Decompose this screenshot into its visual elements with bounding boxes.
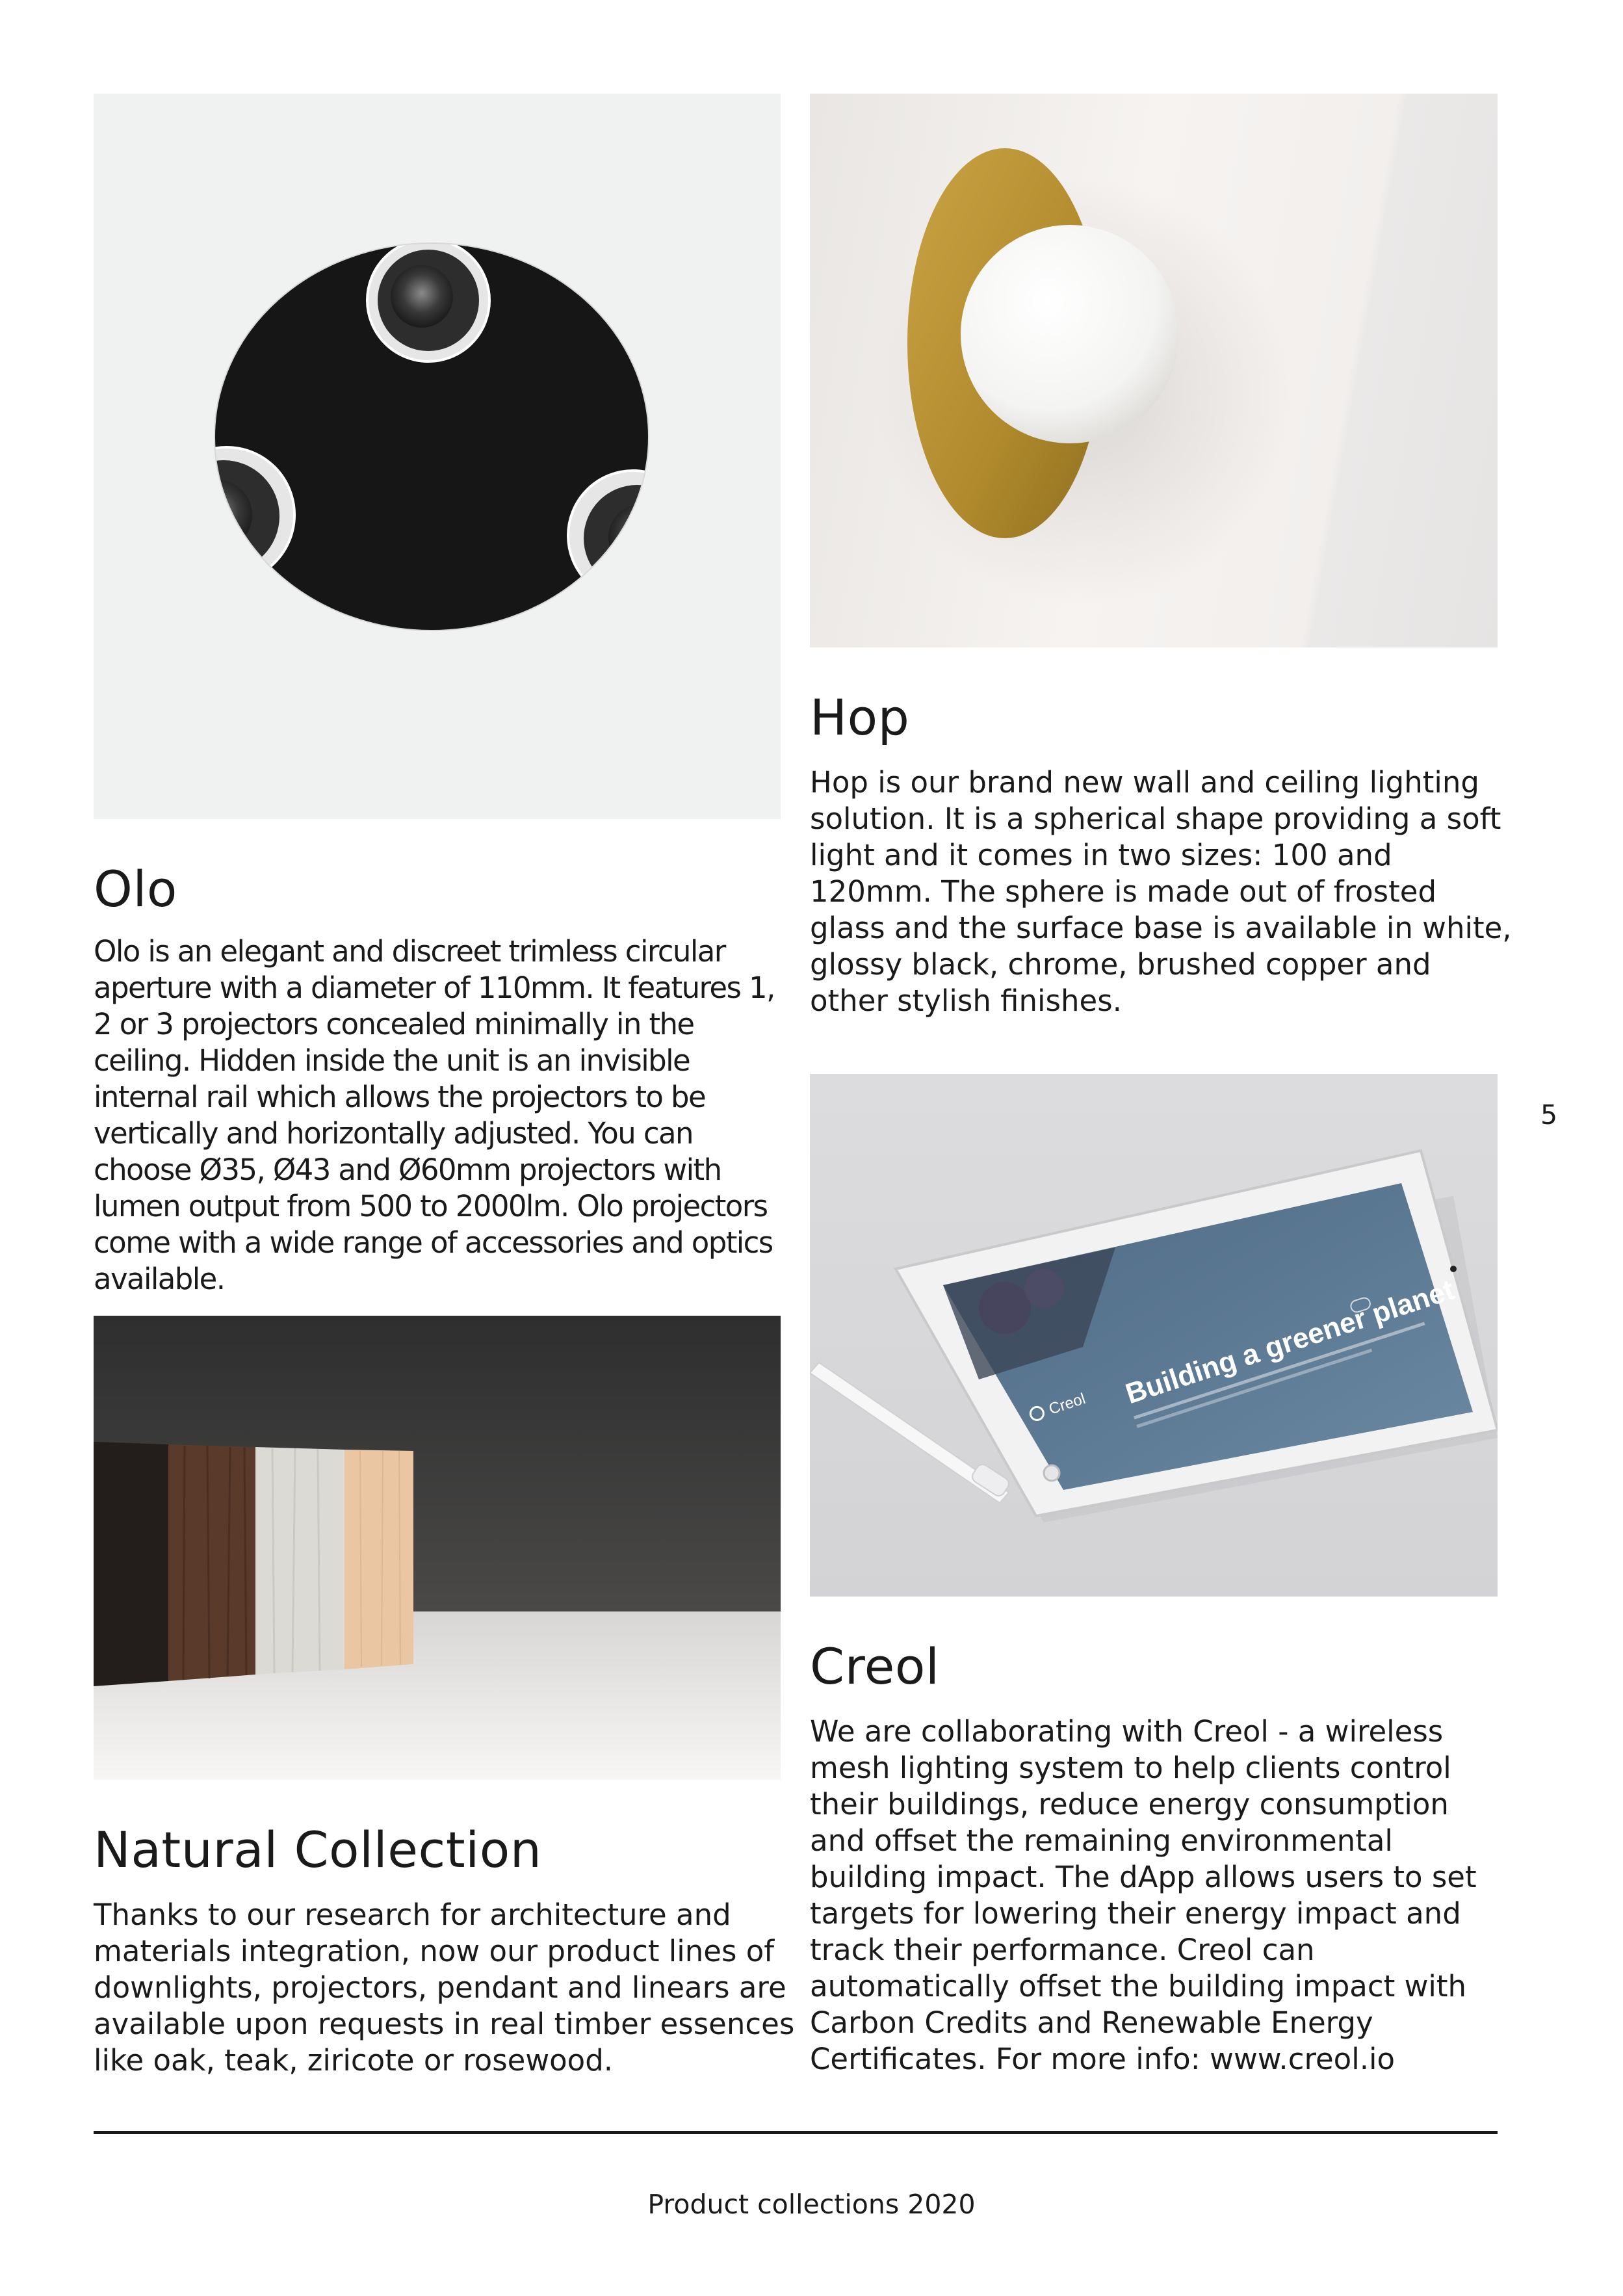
natural-collection-body: Thanks to our research for architecture and materials integration, now our product lines of downlights, projectors, pendant and linears are available upon requests in real timber essences like oak, teak, ziricote or rosewood. <box>94 1898 795 2078</box>
hop-body: Hop is our brand new wall and ceiling lighting solution. It is a spherical shape providing a soft light and it comes in two sizes: 100 and 120mm. The sphere is made out of frosted glass and the surface base is available in white, glossy black, chrome, brushed copper and other stylish finishes. <box>810 765 1512 1018</box>
natural-collection-description <box>94 1897 796 2079</box>
hop-product-image <box>810 94 1498 647</box>
hop-illustration <box>810 94 1498 647</box>
olo-illustration <box>94 94 781 819</box>
hop-description <box>810 764 1512 1019</box>
olo-body: Olo is an elegant and discreet trimless circular aperture with a diameter of 110mm. It features 1, 2 or 3 projectors concealed minimally in the ceiling. Hidden inside the unit is an invisible internal rail which allows the projectors to be vertically and horizontally adjusted. You can choose Ø35, Ø43 and Ø60mm projectors with lumen output from 500 to 2000lm. Olo projectors come with a wide range of accessories and optics available. <box>94 934 775 1296</box>
creol-tablet-image <box>810 1074 1498 1597</box>
olo-product-image <box>94 94 781 819</box>
creol-body: We are collaborating with Creol - a wireless mesh lighting system to help clients control their buildings, reduce energy consumption and offset the remaining environmental building impact. The dApp allows users to set targets for lowering their energy impact and track their performance. Creol can automatically offset the building impact with Carbon Credits and Renewable Energy Certificates. For more info: www.creol.io <box>810 1714 1477 2076</box>
tablet-brand: Creol <box>1046 1390 1088 1418</box>
timber-samples-illustration <box>94 1316 781 1780</box>
natural-collection-title: Natural Collection <box>94 1821 542 1879</box>
natural-collection-image <box>94 1316 781 1780</box>
tablet-headline: Building a greener planet <box>1121 1273 1459 1411</box>
olo-description <box>94 933 789 1298</box>
hop-title: Hop <box>810 688 910 746</box>
olo-title: Olo <box>94 860 177 918</box>
footer-text: Product collections 2020 <box>647 2189 976 2220</box>
footer-divider <box>94 2131 1498 2134</box>
creol-description <box>810 1714 1512 2078</box>
tablet-illustration <box>810 1074 1498 1597</box>
page-number: 5 <box>1540 1099 1558 1130</box>
creol-title: Creol <box>810 1637 940 1695</box>
